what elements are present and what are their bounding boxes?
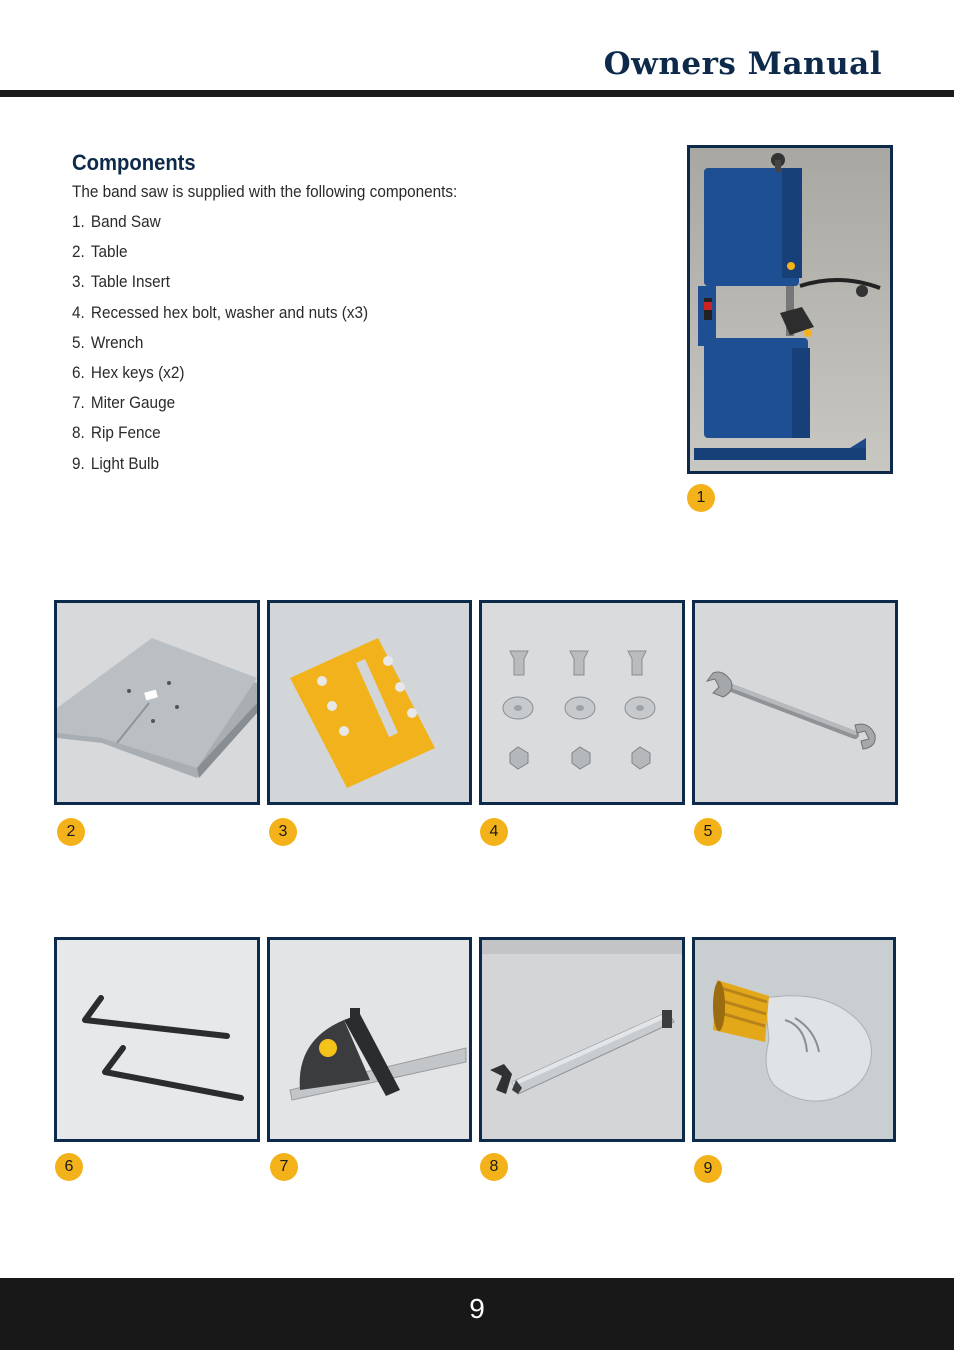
item-badge-4: 4	[480, 818, 508, 846]
item-badge-3: 3	[269, 818, 297, 846]
item-badge-1: 1	[687, 484, 715, 512]
section-title: Components	[72, 150, 196, 175]
item-number: 4.	[72, 302, 85, 322]
components-list	[72, 212, 401, 484]
page-header-title: Owners Manual	[603, 46, 882, 82]
list-item	[72, 454, 368, 484]
item-label: Band Saw	[90, 212, 161, 231]
rip-fence-photo	[479, 937, 685, 1142]
item-label: Miter Gauge	[90, 393, 176, 413]
item-badge-9: 9	[694, 1155, 722, 1183]
intro-text: The band saw is supplied with the following components:	[72, 182, 458, 201]
item-number: 2.	[72, 242, 85, 262]
band-saw-photo	[687, 145, 893, 474]
hex-bolts-photo	[479, 600, 685, 805]
header-rule	[0, 90, 954, 97]
item-label: Recessed hex bolt, washer and nuts (x3)	[90, 302, 369, 322]
list-item	[72, 212, 368, 242]
item-number: 9.	[72, 453, 85, 473]
item-label: Wrench	[90, 332, 144, 352]
item-badge-2: 2	[57, 818, 85, 846]
item-badge-7: 7	[270, 1153, 298, 1181]
table-insert-photo	[267, 600, 472, 805]
item-number: 5.	[72, 332, 85, 352]
item-number: 3.	[72, 272, 85, 292]
item-number: 1.	[72, 212, 85, 231]
list-item	[72, 333, 368, 363]
hex-keys-photo	[54, 937, 260, 1142]
miter-gauge-photo	[267, 937, 472, 1142]
list-item	[72, 303, 368, 333]
item-label: Light Bulb	[90, 453, 159, 473]
item-badge-8: 8	[480, 1153, 508, 1181]
item-number: 6.	[72, 362, 85, 382]
item-badge-5: 5	[694, 818, 722, 846]
list-item	[72, 423, 368, 453]
item-label: Table Insert	[90, 272, 171, 292]
wrench-photo	[692, 600, 898, 805]
item-label: Rip Fence	[90, 423, 161, 443]
item-label: Hex keys (x2)	[90, 362, 185, 382]
table-photo	[54, 600, 260, 805]
list-item	[72, 363, 368, 393]
light-bulb-photo	[692, 937, 896, 1142]
list-item	[72, 272, 368, 302]
page-number: 9	[469, 1293, 485, 1324]
item-number: 7.	[72, 393, 85, 413]
item-number: 8.	[72, 423, 85, 443]
list-item	[72, 242, 368, 272]
item-badge-6: 6	[55, 1153, 83, 1181]
item-label: Table	[90, 242, 128, 262]
list-item	[72, 393, 368, 423]
